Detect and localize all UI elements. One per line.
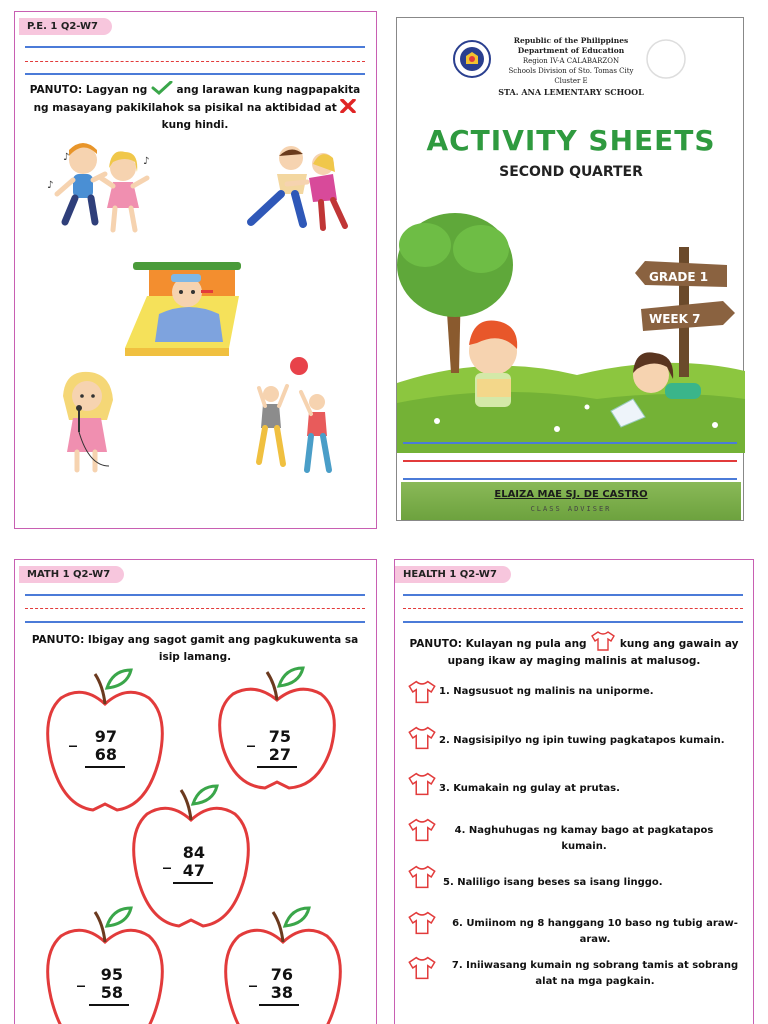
health-blue-line — [403, 594, 743, 596]
math-tag: MATH 1 Q2-W7 — [19, 566, 124, 583]
pe-instruction-part-a: PANUTO: Lagyan ng — [29, 84, 148, 96]
health-item-text: 2. Nagsisipilyo ng ipin tuwing pagkatapos kumain. — [439, 735, 725, 746]
cover-blue-line — [403, 442, 737, 444]
shirt-icon[interactable] — [407, 772, 437, 796]
apple-4-icon — [43, 902, 167, 1024]
pe-worksheet — [14, 11, 377, 529]
pe-blue-line — [25, 46, 365, 48]
week-sign — [641, 301, 735, 331]
health-item-text — [439, 958, 751, 990]
grade-sign — [635, 261, 727, 287]
school-label: STA. ANA LEMENTARY SCHOOL — [498, 87, 644, 97]
minus-sign-5: _ — [249, 968, 257, 987]
shirt-icon[interactable] — [407, 818, 437, 842]
problem-4-bottom: 58 — [100, 983, 123, 1002]
girl-singing-picture — [49, 366, 129, 474]
kids-fighting-picture — [233, 144, 353, 236]
kids-playing-ball-picture — [237, 356, 343, 478]
health-item-line-1: 4. Naghuhugas ng kamay bago at pagkatapos — [454, 825, 714, 836]
cover-page — [396, 17, 744, 521]
shirt-icon[interactable] — [407, 865, 437, 889]
problem-3-top: 84 — [182, 843, 205, 862]
check-icon — [151, 84, 173, 96]
pe-instruction — [19, 81, 371, 134]
pe-blue-line-2 — [25, 73, 365, 75]
answer-line-1 — [85, 766, 125, 768]
health-item-line-2: kumain. — [561, 841, 607, 852]
cluster-label: Cluster E — [554, 77, 588, 85]
shirt-icon[interactable] — [407, 680, 437, 704]
minus-sign-2: _ — [247, 728, 255, 747]
cover-illustration — [397, 203, 745, 453]
department-label: Department of Education — [517, 46, 625, 55]
apple-5-icon — [221, 902, 345, 1024]
health-item-line-1: 7. Iniiwasang kumain ng sobrang tamis at sobrang — [451, 960, 739, 971]
math-blue-line — [25, 594, 365, 596]
shirt-icon — [590, 638, 616, 650]
republic-label: Republic of the Philippines — [513, 36, 629, 45]
health-instruction — [397, 631, 751, 670]
pe-instruction-part-c: ng masayang pakikilahok sa pisikal na aktibidad at — [33, 102, 337, 114]
problem-4-top: 95 — [100, 965, 123, 984]
svg-text:♪: ♪ — [63, 152, 70, 163]
answer-line-4 — [89, 1004, 129, 1006]
health-item-text: 1. Nagsusuot ng malinis na uniporme. — [439, 686, 654, 697]
health-instruction-part-a: PANUTO: Kulayan ng pula ang — [409, 638, 587, 650]
health-instruction-part-b: kung ang gawain ay — [619, 638, 739, 650]
svg-text:♪: ♪ — [143, 156, 150, 167]
problem-2-top: 75 — [268, 727, 291, 746]
problem-1-bottom: 68 — [94, 745, 117, 764]
minus-sign-3: _ — [163, 850, 171, 869]
cover-red-line — [403, 460, 737, 462]
kids-dancing-picture — [43, 138, 155, 236]
answer-line-3 — [173, 882, 213, 884]
math-red-dashed-line — [25, 608, 365, 609]
health-item-line-1: 6. Umiinom ng 8 hanggang 10 baso ng tubig araw- — [452, 918, 738, 929]
region-label: Region IV-A CALABARZON — [522, 57, 620, 65]
minus-sign-1: _ — [69, 728, 77, 747]
problem-3-bottom: 47 — [182, 861, 205, 880]
cover-blue-line-2 — [403, 478, 737, 480]
health-item-text — [439, 916, 751, 948]
answer-line-5 — [259, 1004, 299, 1006]
health-item-line-2: araw. — [579, 934, 611, 945]
health-worksheet — [394, 559, 754, 1024]
grade-label: GRADE 1 — [649, 270, 709, 284]
health-item-text — [439, 823, 729, 855]
problem-1-top: 97 — [94, 727, 117, 746]
week-label: WEEK 7 — [649, 312, 701, 326]
division-label: Schools Division of Sto. Tomas City — [508, 67, 634, 75]
math-instruction-line-2: isip lamang. — [158, 651, 232, 663]
math-instruction-line-1: PANUTO: Ibigay ang sagot gamit ang pagkukuwenta sa — [31, 634, 359, 646]
math-worksheet — [14, 559, 377, 1024]
problem-5-bottom: 38 — [270, 983, 293, 1002]
health-item-text: 5. Naliligo isang beses sa isang linggo. — [443, 877, 663, 888]
cover-subtitle: SECOND QUARTER — [499, 164, 643, 180]
pe-instruction-part-b: ang larawan kung nagpapakita — [176, 84, 361, 96]
shirt-icon[interactable] — [407, 726, 437, 750]
shirt-icon[interactable] — [407, 911, 437, 935]
cover-header — [397, 36, 745, 97]
pe-instruction-part-d: kung hindi. — [161, 119, 229, 131]
pe-tag: P.E. 1 Q2-W7 — [19, 18, 112, 35]
math-instruction — [17, 632, 373, 666]
shirt-icon[interactable] — [407, 956, 437, 980]
math-blue-line-2 — [25, 621, 365, 623]
answer-line-2 — [257, 766, 297, 768]
problem-2-bottom: 27 — [268, 745, 291, 764]
health-instruction-part-c: upang ikaw ay maging malinis at malusog. — [447, 655, 701, 667]
problem-5-top: 76 — [270, 965, 293, 984]
health-item-text: 3. Kumakain ng gulay at prutas. — [439, 783, 620, 794]
adviser-role: CLASS ADVISER — [530, 505, 612, 513]
health-blue-line-2 — [403, 621, 743, 623]
cover-title: ACTIVITY SHEETS — [426, 124, 716, 157]
adviser-name: ELAIZA MAE SJ. DE CASTRO — [494, 489, 648, 500]
pe-red-dashed-line — [25, 61, 365, 62]
health-tag: HEALTH 1 Q2-W7 — [395, 566, 511, 583]
cross-icon — [340, 102, 356, 114]
minus-sign-4: _ — [77, 968, 85, 987]
svg-text:♪: ♪ — [47, 180, 54, 191]
health-red-dashed-line — [403, 608, 743, 609]
adviser-banner — [401, 482, 741, 520]
sick-kid-in-bed-picture — [119, 252, 247, 360]
health-item-line-2: alat na mga pagkain. — [535, 976, 655, 987]
